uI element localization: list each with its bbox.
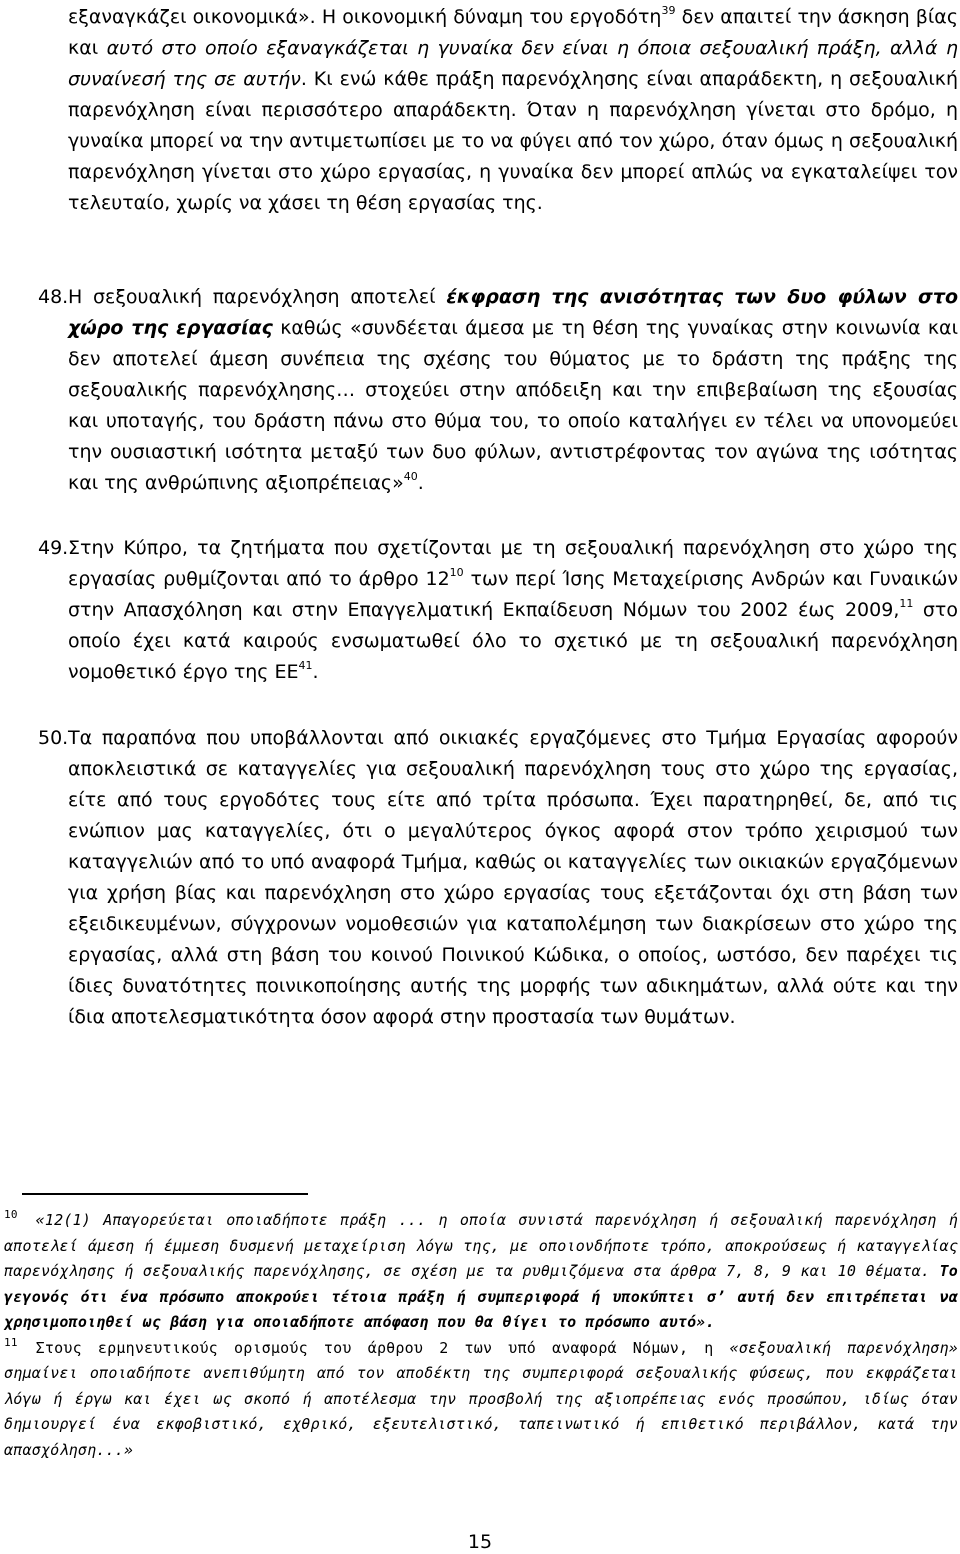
paragraph-48 [22,282,958,499]
footnote-ref-40: 40 [403,470,418,483]
footnote-ref-41: 41 [298,659,313,672]
footnote-ref-11: 11 [899,597,914,610]
intro-text-2: δεν απαιτεί την άσκηση βίας και [68,6,958,59]
paragraph-48-lead: Η σεξουαλική παρενόχληση αποτελεί [68,286,447,308]
paragraph-number: 50. [38,727,69,749]
footnote-11-plain: Στους ερμηνευτικούς ορισμούς του άρθρου 2 των υπό αναφορά Νόμων, η [35,1338,730,1357]
paragraph-48-end: . [417,472,424,494]
paragraph-50 [22,723,958,1033]
paragraph-number: 49. [38,537,69,559]
paragraph-number: 48. [38,286,69,308]
footnote-10-italic: «12(1) Απαγορεύεται οποιαδήποτε πράξη ... η οποία συνιστά παρενόχληση ή σεξουαλική παρενόχληση ή αποτελεί άμεση ή έμμεση δυσμενή μεταχείριση λόγω της, με οποιονδήποτε τρόπο, αποκρούσεως ή καταγγελίας παρενόχλησης ή σεξουαλικής παρενόχλησης, σε σχέση με τα ρυθμιζόμενα στα άρθρα 7, 8, 9 και 10 θέματα. [4,1211,958,1280]
paragraph-49-text [68,533,958,688]
intro-italic-text: αυτό στο οποίο εξαναγκάζεται η γυναίκα δεν είναι η όποια σεξουαλική πράξη, αλλά η συναίνεσή της σε αυτήν [68,37,958,90]
paragraph-49-end: . [312,661,319,683]
footnote-10 [4,1208,958,1336]
paragraph-48-text [68,282,958,499]
paragraph-50-text: Τα παραπόνα που υποβάλλονται από οικιακές εργαζόμενες στο Τμήμα Εργασίας αφορούν αποκλειστικά σε καταγγελίες για σεξουαλική παρενόχληση τους στο χώρο της εργασίας, είτε από τους εργοδότες τους είτε από τρίτα πρόσωπα. Έχει παρατηρηθεί, δε, από τις ενώπιον μας καταγγελίες, ότι ο μεγαλύτερος όγκος αφορά στον τρόπο χειρισμού των καταγγελιών από το υπό αναφορά Τμήμα, καθώς οι καταγγελίες των οικιακών εργαζόμενων για χρήση βίας και παρενόχληση στο χώρο εργασίας τους εξετάζονται όχι στη βάση των εξειδικευμένων, σύγχρονων νομοθεσιών για καταπολέμηση των διακρίσεων στο χώρο της εργασίας, αλλά στη βάση του κοινού Ποινικού Κώδικα, ο οποίος, ωστόσο, δεν παρέχει τις ίδιες δυνατότητες ποινικοποίησης αυτής της μορφής των αδικημάτων, αλλά ούτε και την ίδια αποτελεσματικότητα όσον αφορά στην προστασία των θυμάτων. [68,727,958,1028]
footnote-ref-39: 39 [661,4,676,17]
intro-text-1: εξαναγκάζει οικονομικά». Η οικονομική δύναμη του εργοδότη [68,6,662,28]
footnotes [4,1208,958,1463]
footnote-11-italic: «σεξουαλική παρενόχληση» σημαίνει οποιαδήποτε ανεπιθύμητη από τον αποδέκτη της συμπεριφορά σεξουαλικής φύσεως, που εκφράζεται λόγω ή έργω και έχει ως σκοπό ή αποτέλεσμα την προσβολή της αξιοπρέπειας ενός προσώπου, ιδίως όταν δημιουργεί ένα εκφοβιστικό, εχθρικό, εξευτελιστικό, ταπεινωτικό ή επιθετικό περιβάλλον, κατά την απασχόληση...» [4,1338,958,1459]
footnote-ref-10: 10 [449,566,464,579]
paragraph-49-text-3: στο οποίο έχει κατά καιρούς ενσωματωθεί όλο το σχετικό με τη σεξουαλική παρενόχληση νομοθετικό έργο της ΕΕ [68,599,958,683]
footnote-number: 11 [4,1335,18,1349]
paragraph-49 [22,533,958,688]
paragraph-49-text-1: Στην Κύπρο, τα ζητήματα που σχετίζονται με τη σεξουαλική παρενόχληση στο χώρο της εργασίας ρυθμίζονται από το άρθρο 12 [68,537,958,590]
footnote-number: 10 [4,1208,18,1221]
page-number: 15 [467,1531,493,1553]
paragraph-48-emphasis: έκφραση της ανισότητας των δυο φύλων στο χώρο της εργασίας [68,286,959,339]
paragraph-49-text-2: των περί Ίσης Μεταχείρισης Ανδρών και Γυναικών στην Απασχόληση και στην Επαγγελματική Εκπαίδευση Νόμων του 2002 έως 2009, [68,568,959,621]
footnote-10-bold-italic: Το γεγονός ότι ένα πρόσωπο αποκρούει τέτοια πράξη ή συμπεριφορά ή υποκύπτει σ’ αυτή δεν επιτρέπεται να χρησιμοποιηθεί ως βάση για οποιαδήποτε απόφαση που θα θίγει το πρόσωπο αυτό». [4,1262,958,1331]
footnote-separator [22,1193,308,1195]
paragraph-48-rest: καθώς «συνδέεται άμεσα με τη θέση της γυναίκας στην κοινωνία και δεν αποτελεί άμεση συνέπεια της σχέσης του θύματος με το δράστη της πράξης της σεξουαλικής παρενόχλησης… στοχεύει στην απόδειξη και την επιβεβαίωση της εξουσίας και υποταγής, του δράστη πάνω στο θύμα του, το οποίο καταλήγει εν τέλει να υπονομεύει την ουσιαστική ισότητα μεταξύ των δυο φύλων, αντιστρέφοντας τον αγώνα της ισότητας και της ανθρώπινης αξιοπρέπειας» [68,317,958,494]
footnote-11 [4,1336,958,1464]
intro-paragraph [68,2,958,219]
intro-text-3: . Κι ενώ κάθε πράξη παρενόχλησης είναι απαράδεκτη, η σεξουαλική παρενόχληση είναι περισσότερο απαράδεκτη. Όταν η παρενόχληση γίνεται στο δρόμο, η γυναίκα μπορεί να την αντιμετωπίσει με το να φύγει από τον χώρο, όταν όμως η σεξουαλική παρενόχληση γίνεται στο χώρο εργασίας, η γυναίκα δεν μπορεί απλώς να εγκαταλείψει τον τελευταίο, χωρίς να χάσει τη θέση εργασίας της. [68,68,959,214]
